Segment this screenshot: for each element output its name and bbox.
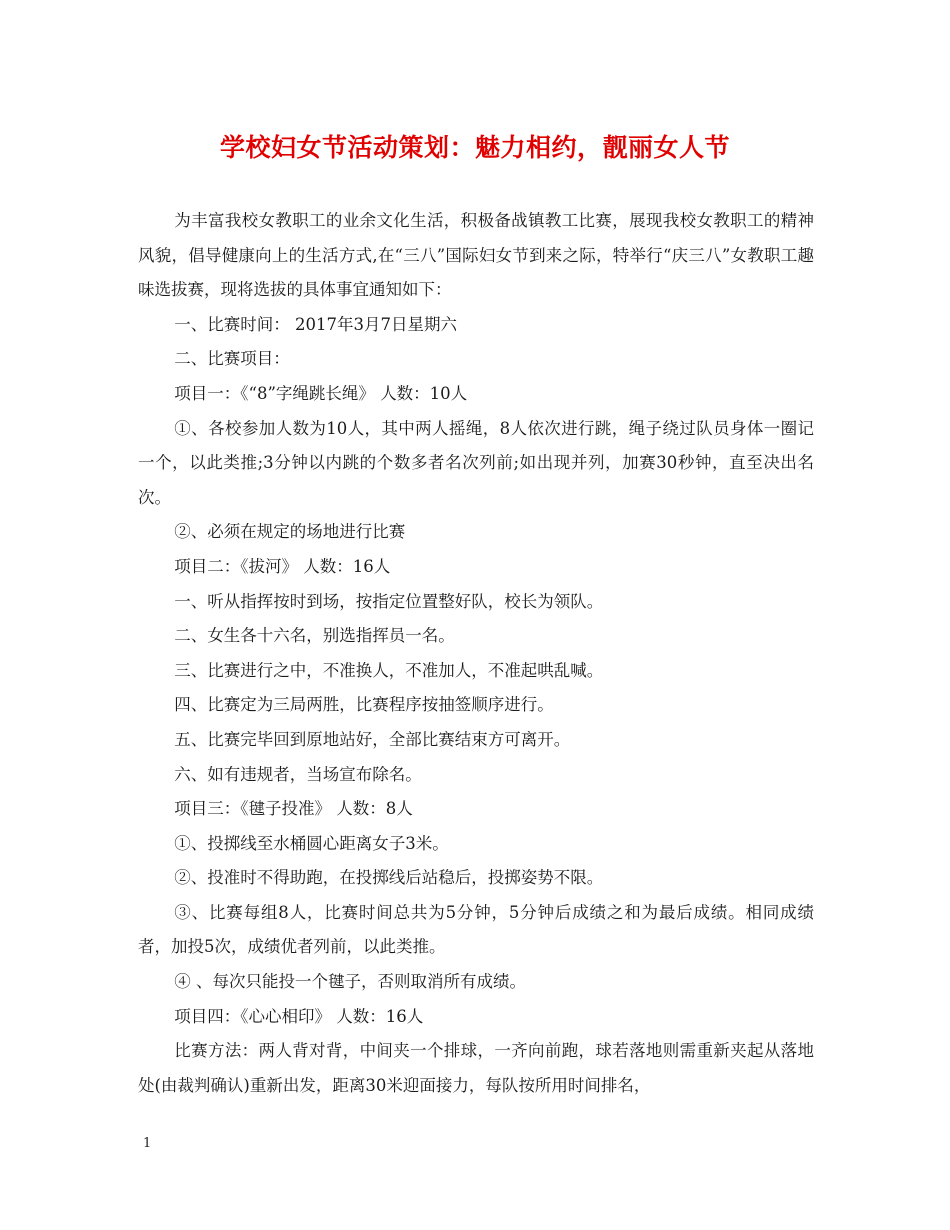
paragraph-item1-heading: 项目一：《“8”字绳跳长绳》 人数：10人	[174, 383, 468, 403]
paragraph-time: 一、比赛时间： 2017年3月7日星期六	[174, 314, 458, 334]
paragraph-item2-rule5: 五、比赛完毕回到原地站好，全部比赛结束方可离开。	[174, 729, 571, 749]
paragraph-item3-rule2: ②、投准时不得助跑，在投掷线后站稳后，投掷姿势不限。	[174, 868, 604, 888]
document-body	[138, 204, 814, 1103]
paragraph-item2-rule6: 六、如有违规者，当场宣布除名。	[174, 764, 422, 784]
paragraph-item3-rule1: ①、投掷线至水桶圆心距离女子3米。	[174, 833, 449, 853]
paragraph-item3-rule4: ④ 、每次只能投一个毽子，否则取消所有成绩。	[174, 972, 527, 992]
paragraph-items-heading: 二、比赛项目：	[174, 349, 290, 369]
paragraph-item2-rule3: 三、比赛进行之中，不准换人，不准加人，不准起哄乱喊。	[174, 660, 604, 680]
paragraph-intro: 为丰富我校女教职工的业余文化生活，积极备战镇教工比赛，展现我校女教职工的精神风貌，倡导健康向上的生活方式,在“三八”国际妇女节到来之际，特举行“庆三八”女教职工趣味选拔赛，现将选拔的具体事宜通知如下：	[138, 211, 814, 300]
page-number: 1	[143, 1136, 152, 1151]
paragraph-item2-heading: 项目二：《拔河》 人数：16人	[174, 556, 391, 576]
paragraph-item4-heading: 项目四：《心心相印》 人数：16人	[174, 1006, 424, 1026]
document-title: 学校妇女节活动策划：魅力相约，靓丽女人节	[219, 133, 730, 162]
paragraph-item2-rule1: 一、听从指挥按时到场，按指定位置整好队，校长为领队。	[174, 591, 604, 611]
paragraph-item3-heading: 项目三：《毽子投准》 人数：8人	[174, 799, 413, 819]
paragraph-item1-rule1: ①、各校参加人数为10人，其中两人摇绳，8人依次进行跳，绳子绕过队员身体一圈记一个，以此类推;3分钟以内跳的个数多者名次列前;如出现并列，加赛30秒钟，直至决出名次。	[138, 418, 814, 507]
paragraph-item2-rule2: 二、女生各十六名，别选指挥员一名。	[174, 626, 455, 646]
paragraph-item1-rule2: ②、必须在规定的场地进行比赛	[174, 522, 406, 542]
paragraph-item2-rule4: 四、比赛定为三局两胜，比赛程序按抽签顺序进行。	[174, 695, 554, 715]
paragraph-item4-method: 比赛方法：两人背对背，中间夹一个排球，一齐向前跑，球若落地则需重新夹起从落地处(由裁判确认)重新出发，距离30米迎面接力，每队按所用时间排名，	[138, 1041, 814, 1095]
paragraph-item3-rule3: ③、比赛每组8人，比赛时间总共为5分钟，5分钟后成绩之和为最后成绩。相同成绩者，加投5次，成绩优者列前，以此类推。	[138, 902, 814, 957]
